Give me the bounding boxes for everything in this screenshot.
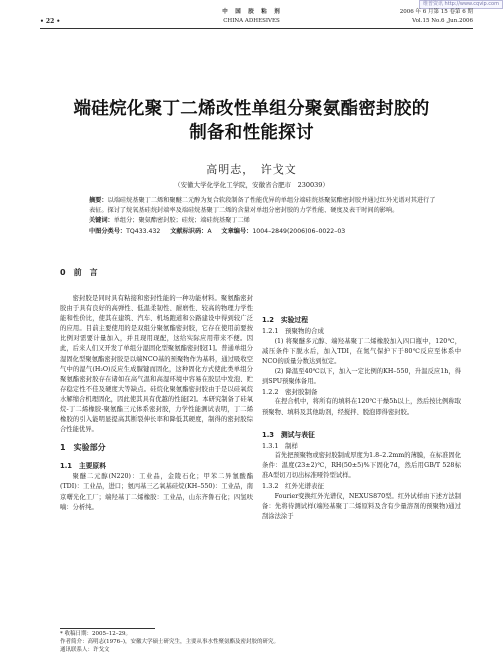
title-line: 制备和性能探讨 — [189, 123, 314, 143]
author-bio: 作者简介：高明志(1976–)，安徽大学硕士研究生，主要从事水性聚氨酯及密封胶的研究。 — [60, 639, 280, 646]
article-title — [20, 97, 483, 145]
samples-body — [262, 451, 461, 481]
intro-paragraph: 密封胶是同时具有粘接和密封性能的一种功能材料。聚氨酯密封胶由于具有良好的高弹性、低温柔韧性、耐磨性、较高的物理力学性能和性价比，使其在建筑、汽车、机场跑道和公路建设中得到较广泛的应用。目前主要使用的是双组分聚氨酯密封胶，它存在使用前要按比例对需要计量加入，并且现用现配，这给实际应用带来不便。因此，后来人们又开发了单组分湿固化型聚氨酯密封胶[1]。普通单组分湿固化型聚氨酯密封胶是以端NCO基的预聚物作为基料，通过吸收空气中的湿气(H₂O)反应生成脲键而固化，这种固化方式使此类单组分聚氨酯密封胶存在诸如在高气温和高湿环境中容易在胶层中发泡、贮存稳定性不佳及硬度大等缺点。硅烷化聚氨酯密封胶由于是以硅氧烷水解缩合机理固化，因此使其具有优越的性能[2]。本研究制备了硅氧烷-丁二烯橡胶-聚氨酯三元体系密封胶，力学性能测试表明，丁二烯橡胶的引入能明显提高其断裂伸长率和降低其硬度，制得的密封胶综合性能优异。 — [60, 295, 253, 434]
samples-paragraph: 首先把预聚物或密封胶制成厚度为1.8–2.2mm的薄膜，在标准固化条件：温度(23±2)℃，RH(50±5)%下固化7d，然后用GB/T 528标准A型切刀切出标准哑铃型试样。 — [262, 452, 461, 480]
ir-body — [262, 492, 461, 522]
abstract-block — [89, 196, 439, 237]
article-no-value: 1004–2849(2006)06–0022–03 — [252, 227, 346, 235]
ir-paragraph: Fourier变换红外光谱仪，NEXUS870型。红外试样由下述方法制备：先将待测试样(端羟基聚丁二烯原料及含有少量溶剂的预聚物)通过刮涂法涂于 — [262, 492, 461, 521]
keywords — [89, 216, 439, 226]
affiliation: （安徽大学化学化工学院，安徽省合肥市 230039） — [174, 181, 329, 189]
page-number: • 22 • — [40, 18, 61, 25]
subsection-heading-testing: 1.3 测试与表征 — [262, 430, 315, 439]
doc-code-value: A — [207, 227, 212, 235]
left-column — [60, 266, 253, 513]
received-date: * 收稿日期：2005–12–29。 — [60, 631, 131, 637]
authors: 高明志， 许戈文 — [206, 163, 297, 176]
subsection-heading-procedure: 1.2 实验过程 — [262, 316, 309, 324]
subsubsection-heading-samples: 1.3.1 制样 — [262, 441, 299, 450]
intro-body — [60, 294, 253, 435]
title-line: 端硅烷化聚丁二烯改性单组分聚氨酯密封胶的 — [73, 99, 430, 119]
issue-cn: 2006 年 6 月第 15 卷第 6 期 — [399, 9, 473, 15]
journal-name-en: CHINA ADHESIVES — [223, 18, 280, 24]
clc-value: TQ433.432 — [126, 227, 161, 235]
footnote-block — [60, 630, 460, 655]
subsubsection-heading-sealant: 1.2.2 密封胶制备 — [262, 387, 318, 396]
right-column — [262, 289, 461, 522]
abstract-label: 摘要： — [89, 197, 108, 204]
watermark: 维普资讯 http://www.cqvip.com — [419, 0, 503, 9]
clc-label: 中图分类号： — [89, 227, 127, 235]
section-heading-intro: 0 前 言 — [60, 268, 98, 277]
journal-name-cn: 中 国 胶 粘 剂 — [222, 9, 281, 15]
header-rule — [40, 28, 473, 29]
subsection-heading-materials: 1.1 主要原料 — [60, 462, 107, 471]
keywords-text: 单组分；聚氨酯密封胶；硅烷；端硅烷基聚丁二烯 — [113, 217, 250, 225]
abstract — [89, 196, 439, 216]
section-heading-experimental: 1 实验部分 — [60, 443, 106, 453]
keywords-label: 关键词： — [89, 217, 114, 225]
abstract-text: 以端硅烷基聚丁二烯和聚醚二元醇为复合软段制备了性能优异的单组分端硅烷基聚氨酯密封胶并通过红外光谱对其进行了表征。探讨了烷氧基硅烷封端率及端硅烷基聚丁二烯的含量对单组分密封胶的力学性能、硬度及表干时间的影响。 — [89, 197, 436, 215]
article-no-label: 文章编号： — [221, 227, 253, 235]
classification-line — [89, 227, 439, 237]
subsubsection-heading-ir: 1.3.2 红外光谱表征 — [262, 482, 325, 491]
doc-code-label: 文献标识码： — [170, 227, 208, 235]
materials-paragraph: 聚醚二元醇(N220)：工业品，金陵石化；甲苯二异氰酸酯(TDI)：工业品，进口；氨丙基三乙氧基硅烷(KH–550)：工业品，南京曙光化工厂；端羟基丁二烯橡胶：工业品，山东齐鲁石化；四氢呋喃：分析纯。 — [60, 473, 253, 511]
prepolymer-step: (2) 降温至40℃以下，加入一定比例的KH–550，升温反应1h，得到SPU预聚体备用。 — [262, 367, 461, 385]
issue-en: Vol.15 No.6 ,Jun.2006 — [412, 18, 473, 24]
sealant-body — [262, 397, 461, 417]
contact-author: 通讯联系人：许戈文 — [60, 647, 110, 654]
materials-body — [60, 472, 253, 512]
prepolymer-body — [262, 337, 461, 387]
sealant-paragraph: 在捏合机中，将所有的填料在120℃干燥5h以上，然后按比例称取预聚物、填料及其他助剂，经搅拌、脱泡即得密封胶。 — [262, 398, 461, 416]
prepolymer-step: (1) 将聚醚多元醇、端羟基聚丁二烯橡胶加入四口瓶中，120℃，减压条件下脱水后，加入TDI，在氮气保护下于80℃反应至体系中NCO的质量分数达到恒定。 — [262, 337, 461, 365]
subsubsection-heading-prepolymer: 1.2.1 预聚物的合成 — [262, 327, 325, 335]
footnote-rule — [60, 628, 155, 629]
